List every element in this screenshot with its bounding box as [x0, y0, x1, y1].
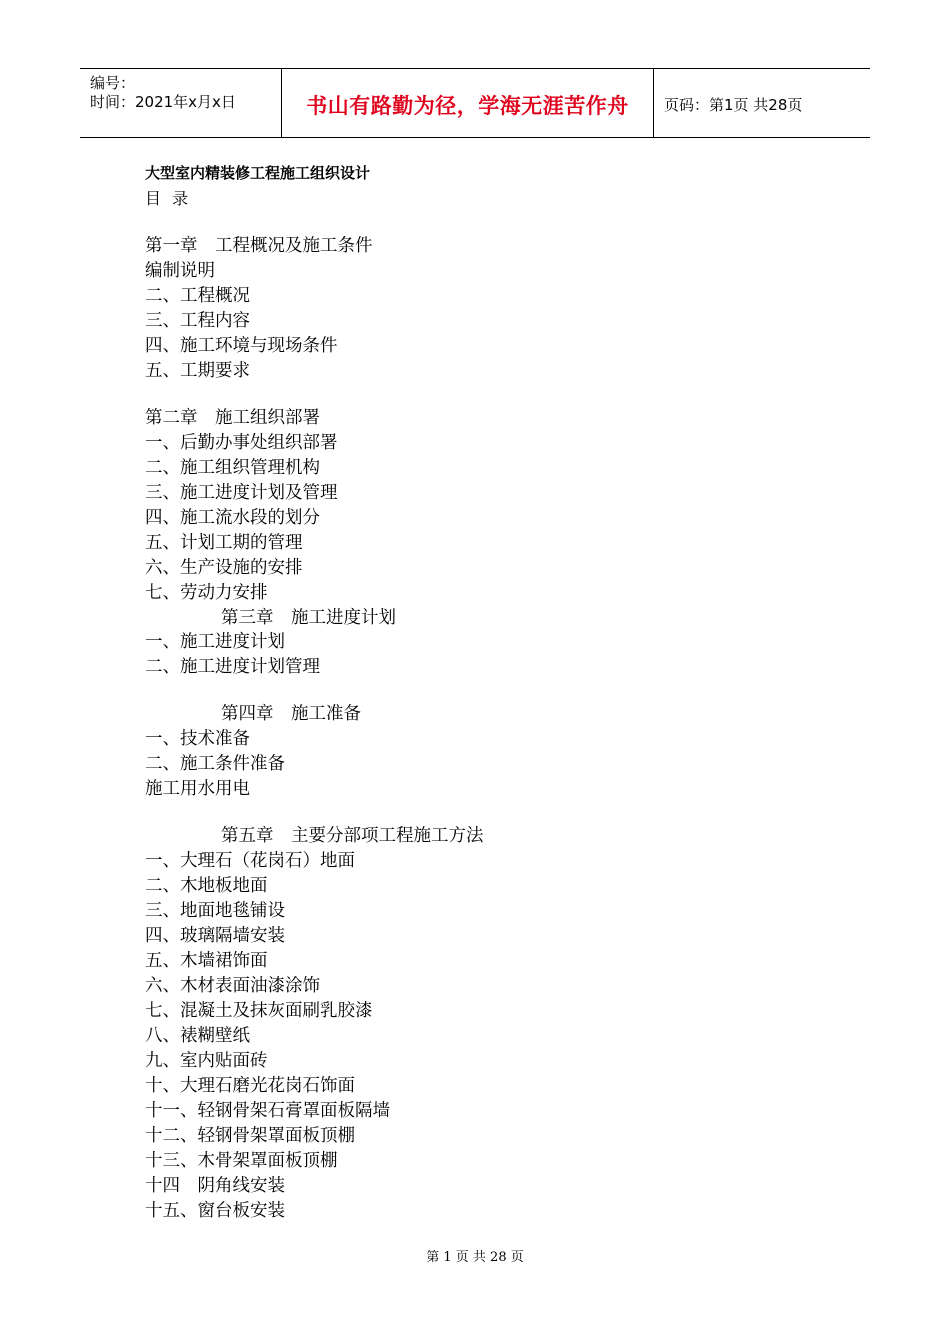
toc-chapter-heading: 第三章 施工进度计划 [221, 608, 396, 628]
toc-item: 四、施工环境与现场条件 [145, 336, 338, 356]
toc-item: 二、施工组织管理机构 [145, 458, 320, 478]
toc-item: 编制说明 [145, 261, 215, 281]
toc-item: 五、工期要求 [145, 361, 250, 381]
toc-item: 二、工程概况 [145, 286, 250, 306]
toc-item: 十三、木骨架罩面板顶棚 [145, 1151, 338, 1171]
toc-item: 九、室内贴面砖 [145, 1051, 268, 1071]
toc-item: 七、混凝土及抹灰面刷乳胶漆 [145, 1001, 373, 1021]
toc-item: 十五、窗台板安装 [145, 1201, 285, 1221]
toc-item: 五、计划工期的管理 [145, 533, 303, 553]
toc-chapter-heading: 第二章 施工组织部署 [145, 408, 320, 428]
toc-item: 十二、轻钢骨架罩面板顶棚 [145, 1126, 355, 1146]
header-page-label: 页码：第1页 共28页 [664, 96, 803, 114]
toc-item: 三、施工进度计划及管理 [145, 483, 338, 503]
toc-item: 四、施工流水段的划分 [145, 508, 320, 528]
toc-item: 一、施工进度计划 [145, 632, 285, 652]
document-time-label: 时间：2021年x月x日 [90, 93, 236, 111]
toc-item: 一、技术准备 [145, 729, 250, 749]
document-title: 大型室内精装修工程施工组织设计 [145, 164, 371, 182]
toc-item: 六、生产设施的安排 [145, 558, 303, 578]
toc-item: 二、施工进度计划管理 [145, 657, 320, 677]
toc-item: 一、大理石（花岗石）地面 [145, 851, 355, 871]
toc-item: 二、木地板地面 [145, 876, 268, 896]
header-motto-cell [282, 69, 654, 137]
toc-item: 施工用水用电 [145, 779, 250, 799]
toc-item: 二、施工条件准备 [145, 754, 285, 774]
toc-item: 三、工程内容 [145, 311, 250, 331]
document-number-label: 编号： [90, 74, 136, 92]
toc-item: 十一、轻钢骨架石膏罩面板隔墙 [145, 1101, 390, 1121]
toc-item: 三、地面地毯铺设 [145, 901, 285, 921]
header-page-cell [654, 69, 870, 137]
header-meta-cell [80, 69, 282, 137]
toc-item: 十、大理石磨光花岗石饰面 [145, 1076, 355, 1096]
toc-item: 六、木材表面油漆涂饰 [145, 976, 320, 996]
toc-item: 八、裱糊壁纸 [145, 1026, 250, 1046]
toc-item: 七、劳动力安排 [145, 583, 268, 603]
page-header [80, 68, 870, 138]
page-footer: 第 1 页 共 28 页 [426, 1250, 524, 1265]
toc-chapter-heading: 第四章 施工准备 [221, 704, 361, 724]
toc-item: 十四 阴角线安装 [145, 1176, 285, 1196]
header-motto: 书山有路勤为径，学海无涯苦作舟 [306, 94, 629, 118]
toc-chapter-heading: 第五章 主要分部项工程施工方法 [221, 826, 484, 846]
toc-heading: 目 录 [145, 189, 192, 208]
toc-item: 一、后勤办事处组织部署 [145, 433, 338, 453]
toc-item: 五、木墙裙饰面 [145, 951, 268, 971]
toc-chapter-heading: 第一章 工程概况及施工条件 [145, 236, 373, 256]
toc-item: 四、玻璃隔墙安装 [145, 926, 285, 946]
